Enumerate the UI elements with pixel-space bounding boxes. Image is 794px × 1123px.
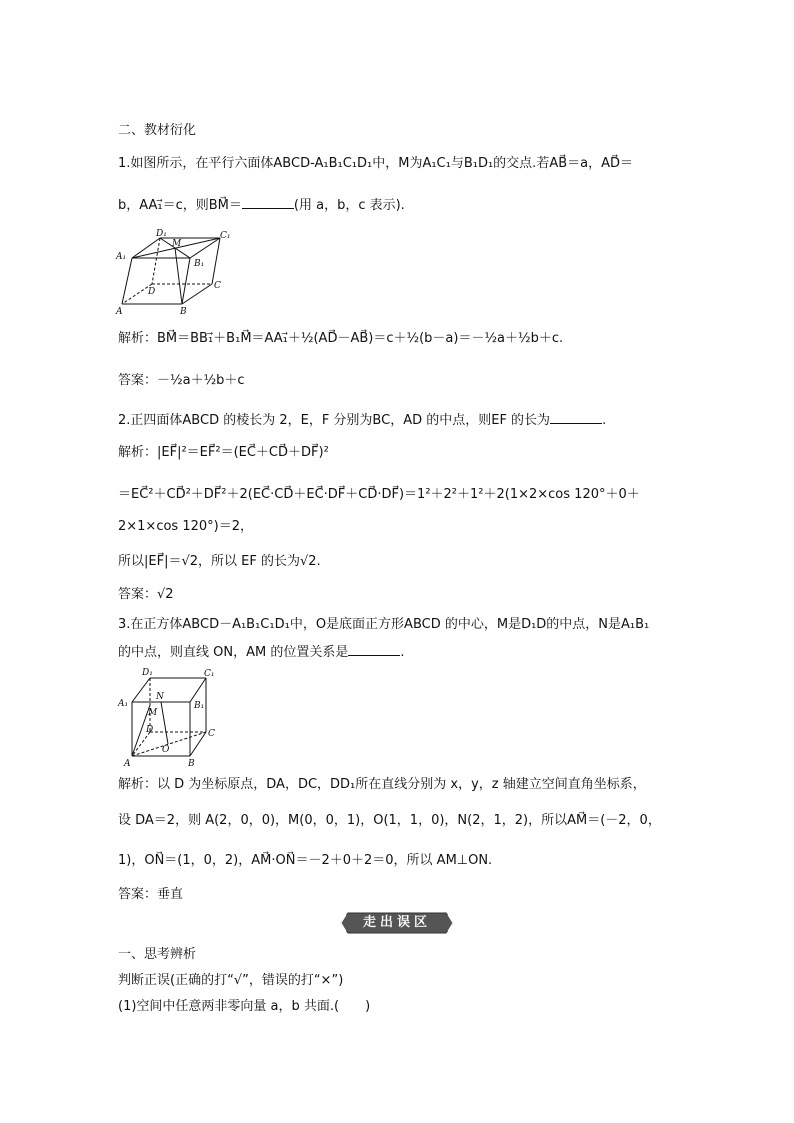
label-O: O [162, 745, 170, 755]
answer-blank [550, 411, 602, 424]
problem-3-question-line-2 [118, 643, 404, 662]
problem-3-question-line-1: 3.在正方体ABCD－A₁B₁C₁D₁中，O是底面正方形ABCD 的中心，M是D₁D的中点，N是A₁B₁ [118, 617, 650, 632]
problem-1-answer: 答案：－½a＋½b＋c [118, 373, 245, 388]
label-C: C [214, 281, 221, 291]
label-B1: B₁ [194, 259, 205, 269]
problem-2-analysis-line-3: 2×1×cos 120°)＝2， [118, 519, 253, 534]
problem-2-analysis-line-1: 解析：|EF⃗|²＝EF⃗²＝(EC⃗＋CD⃗＋DF⃗)² [118, 445, 329, 460]
label-A1: A₁ [116, 252, 127, 262]
instruction-text: 判断正误(正确的打“√”，错误的打“×”) [118, 973, 344, 988]
label-D1: D₁ [142, 668, 153, 678]
label-A1: A₁ [118, 699, 129, 709]
problem-1-question-line-2 [118, 196, 405, 215]
label-C1: C₁ [220, 231, 231, 241]
problem-1-question-line-2b: (用 a，b，c 表示). [293, 198, 405, 213]
answer-blank [348, 643, 400, 656]
problem-2-question [118, 411, 606, 430]
label-C: C [208, 729, 215, 739]
section-banner [340, 912, 454, 934]
problem-2-question-b: . [602, 413, 607, 428]
cube-figure [112, 664, 222, 770]
label-M: M [172, 239, 182, 249]
problem-3-question-line-2b: . [400, 645, 405, 660]
label-D: D [148, 287, 156, 297]
label-A: A [124, 759, 131, 769]
answer-blank [242, 196, 294, 209]
label-D: D [146, 725, 154, 735]
label-A: A [116, 307, 123, 317]
problem-3-analysis-line-1: 解析：以 D 为坐标原点，DA，DC，DD₁所在直线分别为 x，y，z 轴建立空间直角坐标系， [118, 777, 646, 792]
problem-1-question-line-2a: b，AA₁⃗＝c，则BM⃗＝ [118, 198, 242, 213]
problem-3-answer: 答案：垂直 [118, 887, 184, 902]
problem-3-analysis-line-2: 设 DA＝2，则 A(2，0，0)，M(0，0，1)，O(1，1，0)，N(2，1，2)，所以AM⃗＝(－2，0， [118, 813, 661, 828]
part-1-heading: 一、思考辨析 [118, 947, 197, 962]
problem-3-analysis-line-3: 1)，ON⃗＝(1，0，2)，AM⃗·ON⃗＝－2＋0＋2＝0，所以 AM⊥ON. [118, 853, 493, 868]
parallelepiped-figure [112, 228, 232, 318]
label-C1: C₁ [204, 669, 215, 679]
label-B1: B₁ [194, 701, 205, 711]
item-1: (1)空间中任意两非零向量 a，b 共面.( ) [118, 999, 371, 1014]
banner-label: 走出误区 [362, 915, 431, 930]
problem-3-question-line-2a: 的中点，则直线 ON，AM 的位置关系是 [118, 645, 349, 660]
label-D1: D₁ [156, 229, 167, 239]
problem-2-analysis-line-4: 所以|EF⃗|＝√2，所以 EF 的长为√2. [118, 554, 321, 569]
problem-1-question-line-1: 1.如图所示，在平行六面体ABCD-A₁B₁C₁D₁中，M为A₁C₁与B₁D₁的交点.若AB⃗＝a，AD⃗＝ [118, 156, 633, 171]
problem-1-analysis: 解析：BM⃗＝BB₁⃗＋B₁M⃗＝AA₁⃗＋½(AD⃗－AB⃗)＝c＋½(b－a)＝－½a＋½b＋c. [118, 331, 564, 346]
problem-2-answer: 答案：√2 [118, 587, 174, 602]
label-M: M [148, 708, 158, 718]
label-B: B [180, 307, 187, 317]
section-heading: 二、教材衍化 [118, 123, 197, 138]
problem-2-analysis-line-2: ＝EC⃗²＋CD⃗²＋DF⃗²＋2(EC⃗·CD⃗＋EC⃗·DF⃗＋CD⃗·DF⃗)＝1²＋2²＋1²＋2(1×2×cos 120°＋0＋ [118, 487, 640, 502]
label-N: N [156, 692, 164, 702]
label-B: B [188, 759, 195, 769]
problem-2-question-a: 2.正四面体ABCD 的棱长为 2，E，F 分别为BC，AD 的中点，则EF 的长为 [118, 413, 551, 428]
